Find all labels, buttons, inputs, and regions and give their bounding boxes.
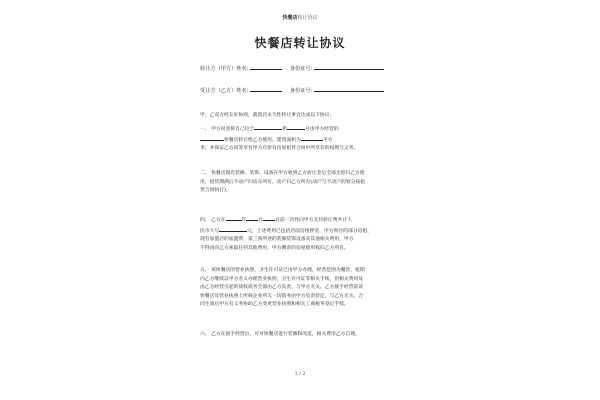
clause-1-line-3: 米；并保证乙方同等享有甲方在原有房屋租赁合同中所享有的权利与义务。 <box>200 146 359 151</box>
clause-6-line-1: 六、 乙方在接手经营后，可对快餐店进行装修和改造，相关费用乙方自理。 <box>200 332 360 337</box>
transferee-id-blank <box>314 86 384 92</box>
clause-4-text-b: 日前一次性向甲方支付转让费共计人 <box>275 218 352 223</box>
clause-4-month-label: 月 <box>258 218 264 223</box>
month-blank <box>246 215 258 221</box>
header-brand: 快餐店 <box>282 15 298 21</box>
clause-4-line-1 <box>200 215 400 226</box>
transferor-id-blank <box>314 64 384 70</box>
clause-4-line-3: 现有加盟店的加盟费、第三条所述的装修装饰设备及其他相关费用，甲方 <box>200 237 354 242</box>
number-blank <box>287 124 305 130</box>
clause-1-text-d: 快餐店转让给乙方使用，建筑面积为 <box>224 137 301 143</box>
transferee-id-label: 身份证号: <box>289 88 313 94</box>
clause-4-year-label: 年 <box>241 218 247 223</box>
clause-2 <box>200 170 400 196</box>
clause-4 <box>200 215 400 253</box>
clause-1 <box>200 124 400 154</box>
clause-1-line-1 <box>200 124 400 135</box>
clause-4-text-a: 四、 乙方在 <box>200 218 226 223</box>
transferor-line <box>200 64 390 72</box>
shop-name-blank <box>200 135 224 141</box>
clause-6 <box>200 331 400 340</box>
amount-blank <box>219 226 247 232</box>
clause-2-line-3: 赁合同执行)。 <box>200 188 231 193</box>
clause-5-line-5: 同生效后甲方有义务协助乙方变更营业执照和相关工商税务登记手续。 <box>200 302 349 307</box>
clause-4-text-c: 民币大写 <box>200 228 220 234</box>
clause-5-line-2: 内乙方继续以甲方名义办理营业执照、卫生许可证等相关手续，但相关费用及 <box>200 276 364 282</box>
transferor-name-blank <box>250 64 282 70</box>
clause-4-line-4: 不得再向乙方索取任何其他费用，甲方剩余的房屋使用权归乙方所有。 <box>200 245 349 251</box>
clause-2-line-1: 二、 快餐店现有装修、装饰、设备在甲方收到乙方转让金后全部无偿归乙方使 <box>200 171 365 176</box>
day-blank <box>263 215 275 221</box>
clause-1-text-e: 平方 <box>322 137 333 143</box>
transferor-id-label: 身份证号: <box>289 66 313 72</box>
intro-text: 甲、乙双方经友好协商，就饭店永久性转让事宜达成以下协议： <box>200 113 335 118</box>
area-blank <box>301 135 323 141</box>
clause-1-text-c: 号由甲方经营的 <box>305 127 339 132</box>
transferee-label: 受让方（乙方）姓名: <box>200 88 249 94</box>
clause-2-line-2: 用，租赁期满后不动产归房东所有，动产归乙方所有(动产与不动产的划分按租 <box>200 179 365 185</box>
clause-1-line-2 <box>200 135 400 146</box>
page-number: 1 / 2 <box>294 372 306 377</box>
transferor-label: 转让方（甲方）姓名: <box>200 66 249 72</box>
clause-1-text-a: 一、 甲方同意将自己位于 <box>200 127 255 132</box>
running-header <box>0 14 600 21</box>
clause-1-text-b: 街 <box>282 127 288 132</box>
transferee-line <box>200 86 390 94</box>
year-blank <box>226 215 242 221</box>
clause-5-line-4: 快餐店及营业执照上所载企业所欠一切债务由甲方负责偿还，与乙方无关。合 <box>200 293 364 299</box>
clause-5-line-3: 由乙方经营引起的债权债务全部由乙方负责，与甲方无关。乙方接手经营前该 <box>200 285 364 290</box>
clause-4-line-2 <box>200 226 400 237</box>
header-suffix: 转让协议 <box>297 15 318 21</box>
intro-paragraph <box>200 112 400 121</box>
clause-4-text-d: 元，上述费用已包括店面房租押金、甲方预付的部分房租、 <box>247 228 372 234</box>
clause-5-line-1: 五、 该快餐店的营业执照、卫生许可证已由甲方办理，经营范围为餐饮，租期 <box>200 268 365 273</box>
transferee-name-blank <box>250 86 282 92</box>
clause-5 <box>200 267 400 310</box>
page-title: 快餐店转让协议 <box>254 36 346 50</box>
street-blank <box>254 124 282 130</box>
